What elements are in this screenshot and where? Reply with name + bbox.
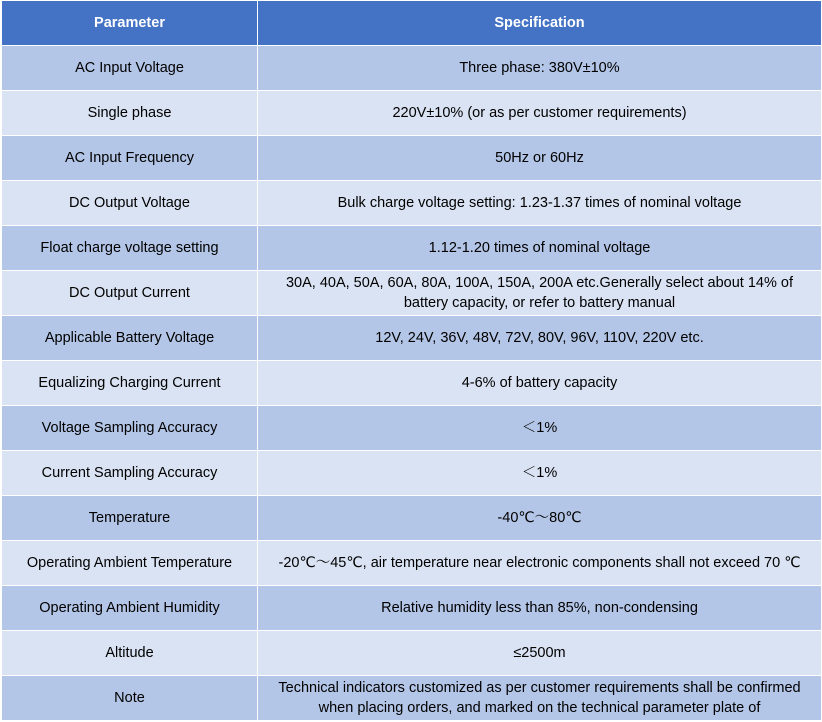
spec-cell: 12V, 24V, 36V, 48V, 72V, 80V, 96V, 110V, 220V etc. — [258, 316, 822, 361]
table-row — [2, 451, 822, 496]
table-row — [2, 181, 822, 226]
spec-cell: ＜1% — [258, 451, 822, 496]
header-parameter: Parameter — [2, 1, 258, 46]
table-row — [2, 496, 822, 541]
spec-table — [1, 0, 822, 721]
spec-cell: 30A, 40A, 50A, 60A, 80A, 100A, 150A, 200A etc.Generally select about 14% of battery capacity, or refer to battery manual — [258, 271, 822, 316]
header-specification: Specification — [258, 1, 822, 46]
table-row — [2, 226, 822, 271]
spec-cell: -40℃～80℃ — [258, 496, 822, 541]
table-row — [2, 361, 822, 406]
table-row — [2, 406, 822, 451]
table-row — [2, 91, 822, 136]
param-cell: DC Output Voltage — [2, 181, 258, 226]
param-cell: DC Output Current — [2, 271, 258, 316]
param-cell: Applicable Battery Voltage — [2, 316, 258, 361]
param-cell: Note — [2, 676, 258, 721]
spec-cell: ＜1% — [258, 406, 822, 451]
header-row — [2, 1, 822, 46]
spec-cell: 220V±10% (or as per customer requirements) — [258, 91, 822, 136]
param-cell: Single phase — [2, 91, 258, 136]
param-cell: Temperature — [2, 496, 258, 541]
table-row — [2, 271, 822, 316]
spec-cell: Technical indicators customized as per customer requirements shall be confirmed when placing orders, and marked on the technical parameter plate of — [258, 676, 822, 721]
param-cell: Current Sampling Accuracy — [2, 451, 258, 496]
param-cell: AC Input Voltage — [2, 46, 258, 91]
spec-cell: Three phase: 380V±10% — [258, 46, 822, 91]
table-row — [2, 541, 822, 586]
param-cell: AC Input Frequency — [2, 136, 258, 181]
spec-cell: Relative humidity less than 85%, non-condensing — [258, 586, 822, 631]
param-cell: Operating Ambient Humidity — [2, 586, 258, 631]
param-cell: Operating Ambient Temperature — [2, 541, 258, 586]
table-row — [2, 46, 822, 91]
param-cell: Voltage Sampling Accuracy — [2, 406, 258, 451]
table-row — [2, 676, 822, 721]
spec-cell: 4-6% of battery capacity — [258, 361, 822, 406]
spec-cell: 50Hz or 60Hz — [258, 136, 822, 181]
table-row — [2, 316, 822, 361]
param-cell: Altitude — [2, 631, 258, 676]
spec-cell: -20℃～45℃, air temperature near electronic components shall not exceed 70 ℃ — [258, 541, 822, 586]
spec-cell: 1.12-1.20 times of nominal voltage — [258, 226, 822, 271]
spec-cell: ≤2500m — [258, 631, 822, 676]
table-row — [2, 586, 822, 631]
param-cell: Equalizing Charging Current — [2, 361, 258, 406]
param-cell: Float charge voltage setting — [2, 226, 258, 271]
table-row — [2, 631, 822, 676]
spec-cell: Bulk charge voltage setting: 1.23-1.37 times of nominal voltage — [258, 181, 822, 226]
table-row — [2, 136, 822, 181]
